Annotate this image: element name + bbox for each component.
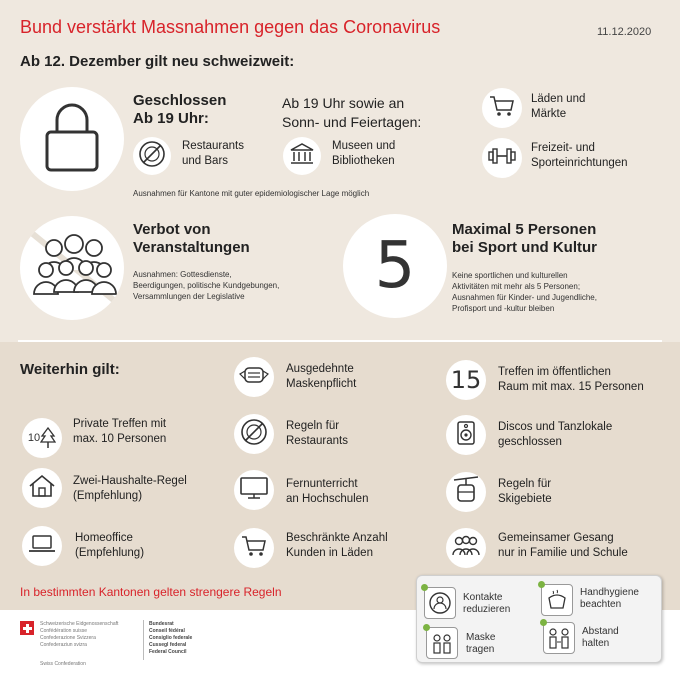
date-label: 11.12.2020 bbox=[597, 26, 652, 38]
check-dot bbox=[421, 584, 428, 591]
public-meetings-label: Treffen im öffentlichen Raum mit max. 15 Personen bbox=[498, 366, 644, 393]
page-title: Bund verstärkt Massnahmen gegen das Coronavirus bbox=[20, 17, 441, 37]
tree-icon: 10 bbox=[28, 427, 56, 449]
restaurants-bars-label: Restaurants und Bars bbox=[182, 140, 245, 167]
choir-icon-circle bbox=[446, 528, 486, 568]
cart-icon-circle-2 bbox=[234, 528, 274, 568]
private-meetings-label: Private Treffen mit max. 10 Personen bbox=[73, 418, 167, 445]
ski-rules-label: Regeln für Skigebiete bbox=[498, 478, 552, 505]
stricter-rules-note: In bestimmten Kantonen gelten strengere Regeln bbox=[20, 585, 282, 599]
closed-heading: Geschlossen Ab 19 Uhr: bbox=[133, 92, 227, 127]
mask-people-icon bbox=[426, 627, 458, 659]
events-exceptions-note: Ausnahmen: Gottesdienste, Beerdigungen, politische Kundgebungen, Versammlungen der Legislative bbox=[133, 270, 280, 301]
gondola-icon-circle bbox=[446, 472, 486, 512]
section-divider bbox=[18, 340, 662, 342]
crowd-circle bbox=[20, 216, 124, 320]
speaker-icon bbox=[457, 421, 475, 450]
contact-label: Kontakte reduzieren bbox=[463, 592, 511, 615]
leisure-label: Freizeit- und Sporteinrichtungen bbox=[531, 142, 628, 169]
two-households-label: Zwei-Haushalte-Regel (Empfehlung) bbox=[73, 475, 187, 502]
fifteen-icon-circle bbox=[446, 360, 486, 400]
no-plate-icon-circle bbox=[234, 414, 274, 454]
handwash-label: Handhygiene beachten bbox=[580, 587, 639, 610]
closed-exceptions-note: Ausnahmen für Kantone mit guter epidemiologischer Lage möglich bbox=[133, 189, 370, 198]
laptop-icon bbox=[28, 534, 56, 559]
cart-icon bbox=[489, 95, 515, 122]
mask-icon bbox=[239, 366, 269, 389]
swiss-flag-icon bbox=[20, 621, 34, 635]
museum-icon-circle bbox=[283, 137, 321, 175]
limited-customers-label: Beschränkte Anzahl Kunden in Läden bbox=[286, 532, 388, 559]
check-dot bbox=[423, 624, 430, 631]
singing-label: Gemeinsamer Gesang nur in Familie und Schule bbox=[498, 532, 628, 559]
handwash-icon bbox=[541, 584, 573, 616]
contact-icon bbox=[424, 587, 456, 619]
plate-icon-circle bbox=[133, 137, 171, 175]
continued-heading: Weiterhin gilt: bbox=[20, 361, 120, 378]
gov-names-left: Schweizerische Eidgenossenschaft Confédération suisse Confederazione Svizzera Confederaziun svizra bbox=[40, 621, 119, 648]
five-icon: 5 bbox=[374, 229, 416, 303]
sport-heading: Maximal 5 Personen bei Sport und Kultur bbox=[452, 221, 597, 256]
lock-icon bbox=[43, 102, 101, 177]
check-dot bbox=[540, 619, 547, 626]
cart-icon-circle bbox=[482, 88, 522, 128]
closed-heading-sundays: Ab 19 Uhr sowie an Sonn- und Feiertagen: bbox=[282, 95, 422, 130]
mask-icon-circle bbox=[234, 357, 274, 397]
mask-label: Ausgedehnte Maskenpflicht bbox=[286, 363, 357, 390]
laptop-icon-circle bbox=[22, 526, 62, 566]
five-circle bbox=[343, 214, 447, 318]
lock-circle bbox=[20, 87, 124, 191]
choir-icon bbox=[451, 535, 481, 562]
dumbbell-icon bbox=[488, 147, 516, 170]
plate-icon bbox=[138, 140, 166, 173]
distance-label: Abstand halten bbox=[582, 626, 619, 649]
page-subtitle: Ab 12. Dezember gilt neu schweizweit: bbox=[20, 53, 295, 70]
tree-icon-circle bbox=[22, 418, 62, 458]
restaurant-rules-label: Regeln für Restaurants bbox=[286, 420, 349, 447]
speaker-icon-circle bbox=[446, 415, 486, 455]
museum-icon bbox=[289, 142, 315, 171]
dumbbell-icon-circle bbox=[482, 138, 522, 178]
monitor-icon bbox=[239, 476, 269, 505]
crowd-icon bbox=[24, 226, 120, 311]
federal-council-names: Bundesrat Conseil fédéral Consiglio federale Cussegl federal Federal Council bbox=[149, 621, 193, 655]
events-heading: Verbot von Veranstaltungen bbox=[133, 221, 250, 256]
check-dot bbox=[538, 581, 545, 588]
discos-label: Discos und Tanzlokale geschlossen bbox=[498, 421, 613, 448]
mask-wear-label: Maske tragen bbox=[466, 632, 496, 655]
gondola-icon bbox=[453, 476, 479, 509]
monitor-icon-circle bbox=[234, 470, 274, 510]
sport-note: Keine sportlichen und kulturellen Aktivitäten mit mehr als 5 Personen; Ausnahmen für Kinder- und Jugendliche, Profisport und -kultur bleiben bbox=[452, 271, 597, 313]
house-icon-circle bbox=[22, 468, 62, 508]
house-icon bbox=[28, 474, 56, 503]
gov-name-english: Swiss Confederation bbox=[40, 661, 86, 667]
no-plate-icon bbox=[240, 418, 268, 451]
shops-label: Läden und Märkte bbox=[531, 93, 586, 120]
distance-icon bbox=[543, 622, 575, 654]
museums-label: Museen und Bibliotheken bbox=[332, 140, 396, 167]
remote-teaching-label: Fernunterricht an Hochschulen bbox=[286, 478, 369, 505]
gov-divider bbox=[143, 620, 144, 660]
cart-icon bbox=[241, 535, 267, 562]
homeoffice-label: Homeoffice (Empfehlung) bbox=[75, 532, 145, 559]
fifteen-icon: 15 bbox=[450, 366, 482, 394]
